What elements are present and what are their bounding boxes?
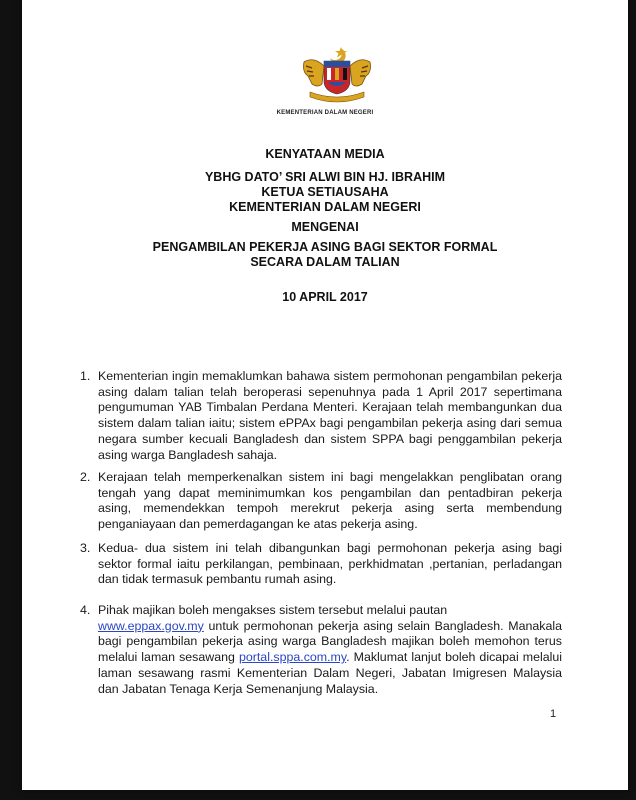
paragraph-4-text-c: . Maklumat lanjut boleh dicapai melalui laman sesawang rasmi Kementerian Dalam Negeri, Jabatan Imigresen Malaysia dan Jabatan Tenaga Kerja Semenanjung Malaysia.: [98, 650, 563, 696]
paragraph-number: 3.: [80, 541, 91, 555]
page-number: 1: [550, 708, 557, 720]
paragraph-4: [98, 603, 562, 697]
speaker-ministry: KEMENTERIAN DALAM NEGERI: [229, 200, 421, 214]
paragraph-3: Kedua- dua sistem ini telah dibangunkan bagi permohonan pekerja asing bagi sektor formal iaitu perkilangan, pembinaan, perkhidmatan ,pertanian, perladangan dan tidak termasuk pembantu rumah asing.: [98, 541, 562, 587]
speaker-name: YBHG DATO’ SRI ALWI BIN HJ. IBRAHIM: [204, 170, 446, 184]
release-date: 10 APRIL 2017: [282, 290, 368, 304]
paragraph-number: 2.: [80, 470, 91, 484]
speaker-position: KETUA SETIAUSAHA: [261, 185, 389, 199]
subject-line-2: SECARA DALAM TALIAN: [250, 255, 400, 269]
emblem-caption: KEMENTERIAN DALAM NEGERI: [276, 110, 374, 116]
sppa-portal-link[interactable]: portal.sppa.com.my: [238, 650, 347, 665]
document-page: [22, 0, 628, 790]
paragraph-4-text-b: untuk permohonan pekerja asing selain Bangladesh. Manakala bagi pengambilan pekerja asing warga Bangladesh majikan boleh memohon terus melalui laman sesawang: [98, 618, 562, 665]
paragraph-2: Kerajaan telah memperkenalkan sistem ini bagi mengelakkan penglibatan orang tengah yang dapat meminimumkan kos pengambilan dan pentadbiran pekerja asing, memendekkan tempoh merekrut pekerja asing serta membendung penganiayaan dan pemerdagangan ke atas pekerja asing.: [98, 470, 562, 532]
regarding-label: MENGENAI: [291, 220, 359, 234]
paragraph-number: 1.: [80, 369, 91, 383]
paragraph-1: Kementerian ingin memaklumkan bahawa sistem permohonan pengambilan pekerja asing dalam talian telah beroperasi sepenuhnya pada 1 April 2017 sepertimana pengumuman YAB Timbalan Perdana Menteri. Kerajaan telah membangunkan dua sistem dalam talian iaitu; sistem ePPAx bagi pengambilan pekerja asing dari semua negara sumber kecuali Bangladesh dan sistem SPPA bagi penggambilan pekerja asing warga Bangladesh sahaja.: [98, 369, 562, 462]
paragraph-number: 4.: [80, 603, 91, 617]
paragraph-4-text-a: Pihak majikan boleh mengakses sistem tersebut melalui pautan: [98, 603, 448, 617]
subject-line-1: PENGAMBILAN PEKERJA ASING BAGI SEKTOR FORMAL: [152, 240, 498, 254]
press-release-title: KENYATAAN MEDIA: [265, 147, 385, 161]
coat-of-arms-emblem: [290, 44, 384, 108]
eppax-link[interactable]: www.eppax.gov.my: [98, 618, 204, 633]
